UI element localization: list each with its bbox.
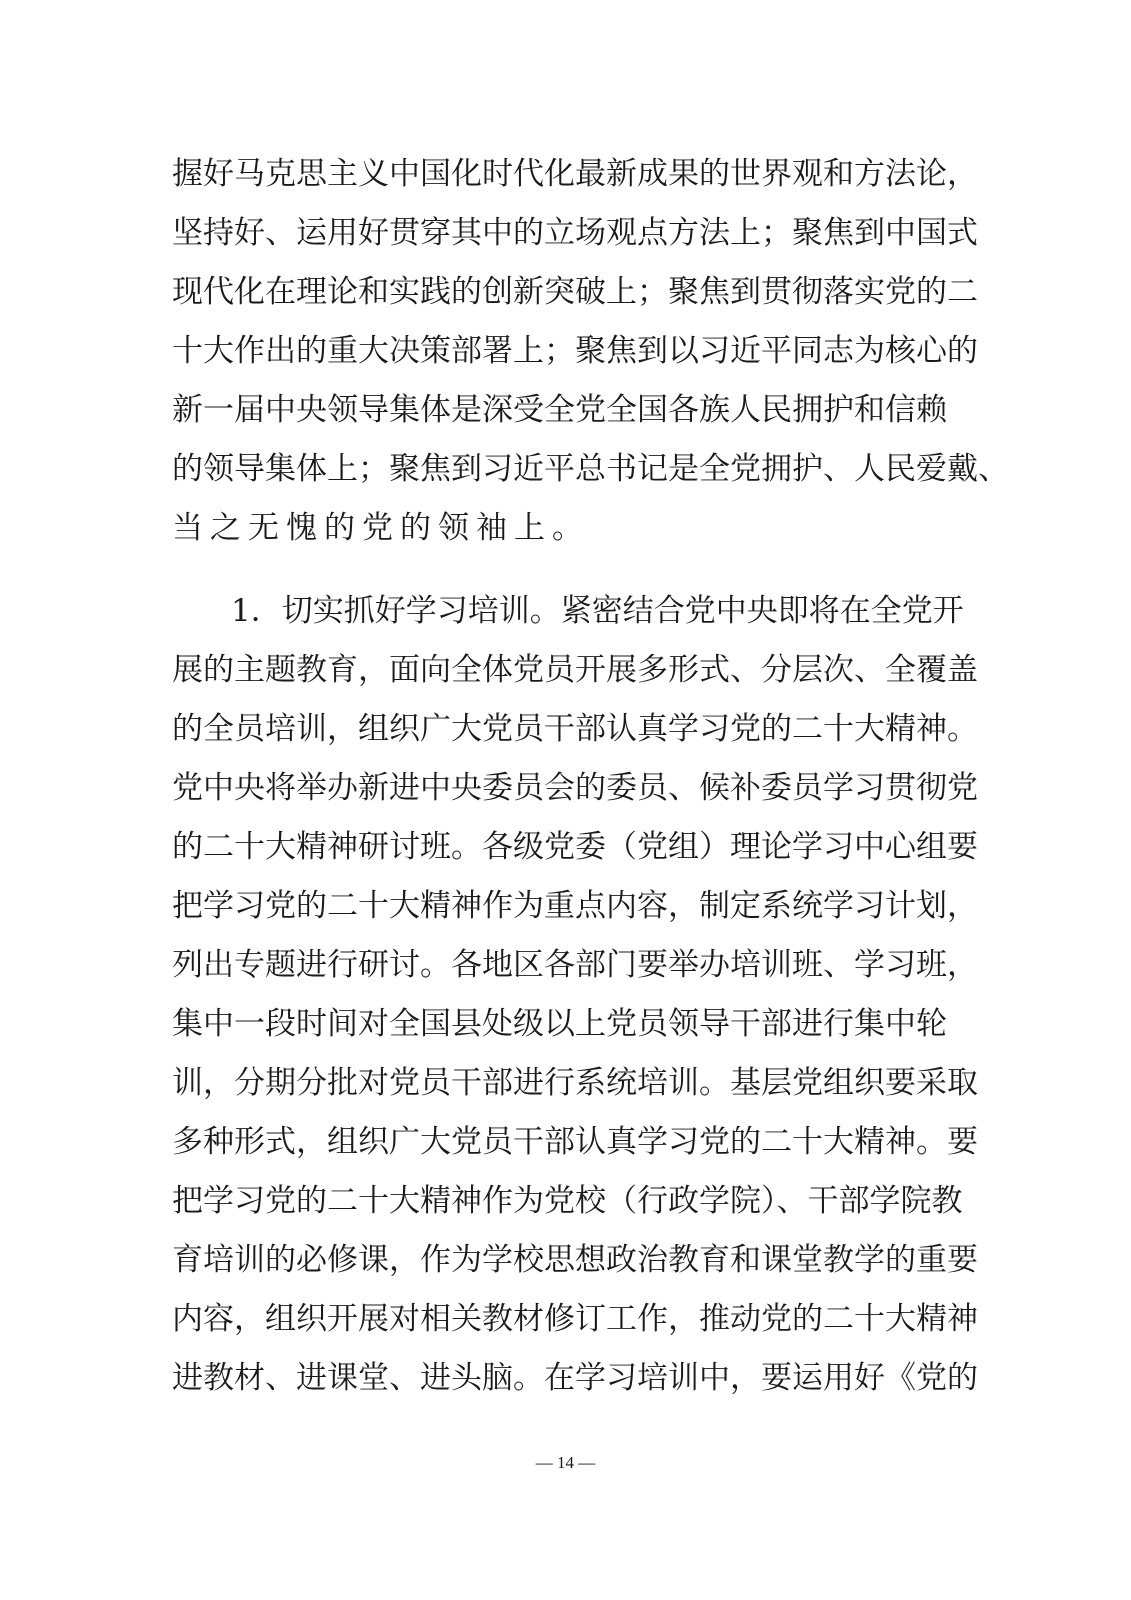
- text-line: 坚持好、运用好贯穿其中的立场观点方法上；聚焦到中国式: [172, 215, 978, 251]
- text-line: 育培训的必修课，作为学校思想政治教育和课堂教学的重要: [172, 1242, 978, 1278]
- text-line: 握好马克思主义中国化时代化最新成果的世界观和方法论，: [172, 156, 978, 192]
- text-line: 1．切实抓好学习培训。紧密结合党中央即将在全党开: [231, 593, 964, 629]
- text-line: 十大作出的重大决策部署上；聚焦到以习近平同志为核心的: [172, 333, 978, 369]
- text-line: 列出专题进行研讨。各地区各部门要举办培训班、学习班，: [172, 947, 978, 983]
- text-line: 内容，组织开展对相关教材修订工作，推动党的二十大精神: [172, 1301, 978, 1337]
- text-line: 把学习党的二十大精神作为党校（行政学院）、干部学院教: [172, 1183, 963, 1219]
- text-line: 党中央将举办新进中央委员会的委员、候补委员学习贯彻党: [172, 770, 978, 806]
- text-line: 展的主题教育，面向全体党员开展多形式、分层次、全覆盖: [172, 652, 978, 688]
- text-line: 新一届中央领导集体是深受全党全国各族人民拥护和信赖: [172, 392, 947, 428]
- text-line: 训，分期分批对党员干部进行系统培训。基层党组织要采取: [172, 1065, 978, 1101]
- text-line: 集中一段时间对全国县处级以上党员领导干部进行集中轮: [172, 1006, 947, 1042]
- text-line: 的领导集体上；聚焦到习近平总书记是全党拥护、人民爱戴、: [172, 451, 1009, 487]
- text-line: 把学习党的二十大精神作为重点内容，制定系统学习计划，: [172, 888, 978, 924]
- text-line: 当之无愧的党的领袖上。: [172, 510, 590, 546]
- text-line: 多种形式，组织广大党员干部认真学习党的二十大精神。要: [172, 1124, 978, 1160]
- text-line: 的全员培训，组织广大党员干部认真学习党的二十大精神。: [172, 711, 978, 747]
- page-number: — 14 —: [535, 1453, 596, 1472]
- text-line: 的二十大精神研讨班。各级党委（党组）理论学习中心组要: [172, 829, 978, 865]
- text-line: 现代化在理论和实践的创新突破上；聚焦到贯彻落实党的二: [172, 274, 978, 310]
- text-line: 进教材、进课堂、进头脑。在学习培训中，要运用好《党的: [172, 1360, 978, 1396]
